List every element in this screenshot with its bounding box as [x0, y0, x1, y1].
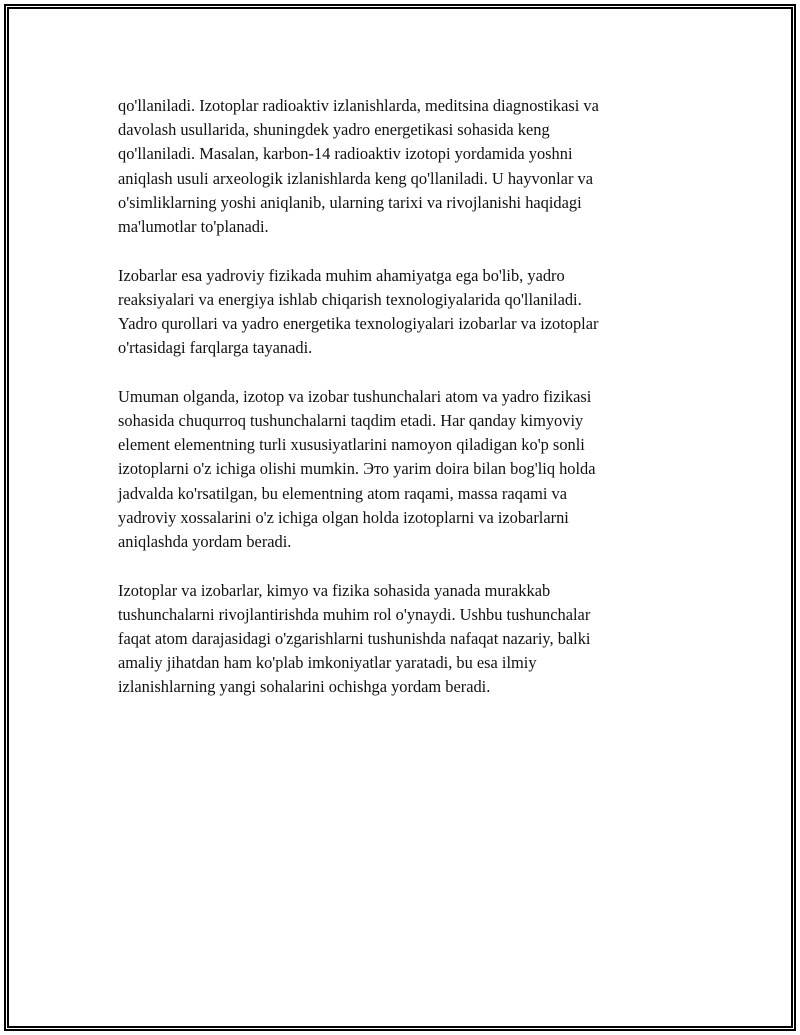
text-line: ma'lumotlar to'planadi. [118, 217, 269, 237]
text-line: o'rtasidagi farqlarga tayanadi. [118, 338, 313, 358]
text-line: davolash usullarida, shuningdek yadro energetikasi sohasida keng [118, 120, 550, 140]
text-line: qo'llaniladi. Izotoplar radioaktiv izlanishlarda, meditsina diagnostikasi va [118, 96, 599, 115]
text-line: tushunchalarni rivojlantirishda muhim rol o'ynaydi. Ushbu tushunchalar [118, 604, 591, 624]
text-line: Yadro qurollari va yadro energetika texnologiyalari izobarlar va izotoplar [118, 314, 599, 334]
text-line: Izobarlar esa yadroviy fizikada muhim ahamiyatga ega bo'lib, yadro [118, 265, 565, 285]
document-body [118, 94, 684, 724]
paragraph-3 [118, 385, 684, 554]
paragraph-2 [118, 264, 684, 361]
text-line: aniqlashda yordam beradi. [118, 532, 292, 552]
text-line: jadvalda ko'rsatilgan, bu elementning atom raqami, massa raqami va [118, 483, 567, 503]
text-line: reaksiyalari va energiya ishlab chiqarish texnologiyalarida qo'llaniladi. [118, 289, 582, 309]
text-line: o'simliklarning yoshi aniqlanib, ularning tarixi va rivojlanishi haqidagi [118, 192, 582, 212]
text-line: aniqlash usuli arxeologik izlanishlarda keng qo'llaniladi. U hayvonlar va [118, 168, 593, 188]
text-line: Umuman olganda, izotop va izobar tushunchalari atom va yadro fizikasi [118, 386, 592, 406]
text-line: sohasida chuqurroq tushunchalarni taqdim etadi. Har qanday kimyoviy [118, 411, 584, 431]
paragraph-1 [118, 94, 684, 239]
text-line: qo'llaniladi. Masalan, karbon-14 radioaktiv izotopi yordamida yoshni [118, 144, 573, 164]
paragraph-4 [118, 579, 684, 700]
text-line: izotoplarni o'z ichiga olishi mumkin. Это yarim doira bilan bog'liq holda [118, 459, 596, 479]
text-line: amaliy jihatdan ham ko'plab imkoniyatlar yaratadi, bu esa ilmiy [118, 653, 537, 673]
text-line: element elementning turli xususiyatlarini namoyon qiladigan ko'p sonli [118, 435, 585, 455]
text-line: yadroviy xossalarini o'z ichiga olgan holda izotoplarni va izobarlarni [118, 507, 569, 527]
text-line: izlanishlarning yangi sohalarini ochishga yordam beradi. [118, 677, 491, 697]
text-line: faqat atom darajasidagi o'zgarishlarni tushunishda nafaqat nazariy, balki [118, 629, 591, 649]
text-line: Izotoplar va izobarlar, kimyo va fizika sohasida yanada murakkab [118, 580, 551, 600]
